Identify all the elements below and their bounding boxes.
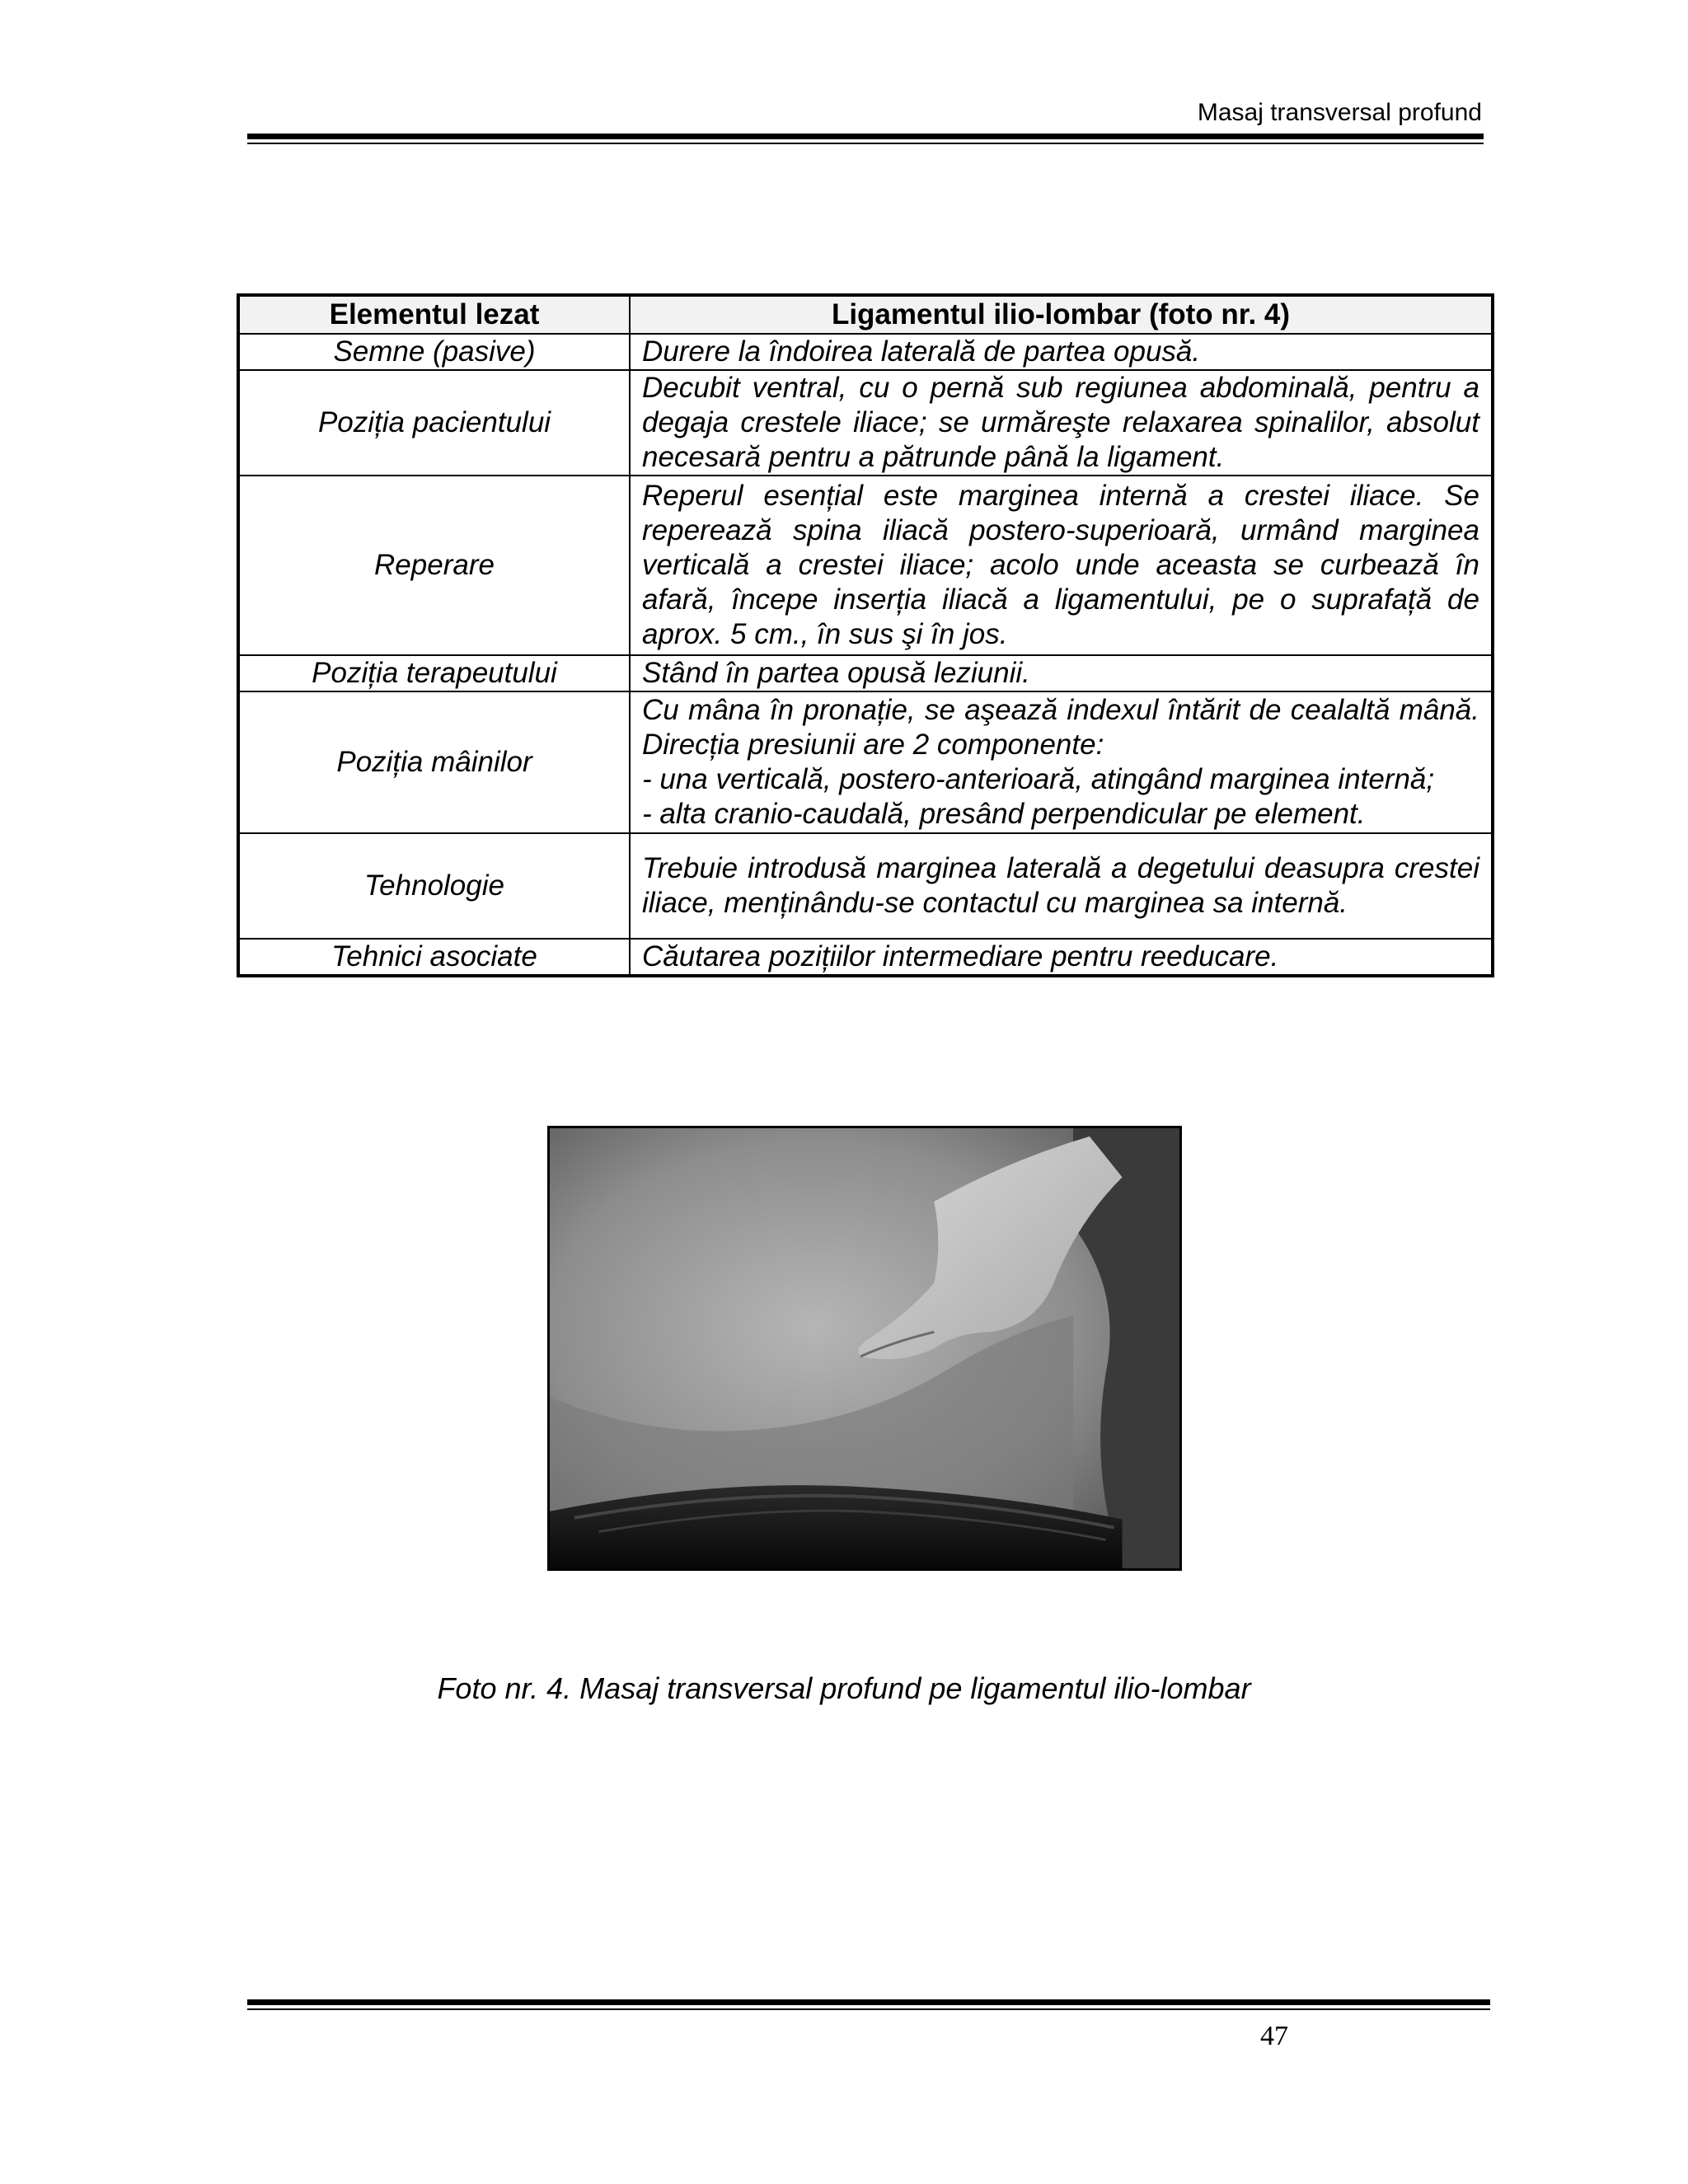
row-content-line: - alta cranio-caudală, presând perpendicular pe element. <box>642 798 1366 830</box>
photo-caption: Foto nr. 4. Masaj transversal profund pe ligamentul ilio-lombar <box>437 1671 1251 1705</box>
massage-photo <box>547 1126 1182 1571</box>
row-content-line: - una verticală, postero-anterioară, atingând marginea internă; <box>642 763 1435 795</box>
running-header: Masaj transversal profund <box>1197 99 1482 126</box>
header-rule-thick <box>247 134 1484 139</box>
row-content <box>630 655 1493 691</box>
massage-photo-illustration <box>550 1128 1179 1568</box>
row-content <box>630 370 1493 476</box>
row-label: Reperare <box>238 476 630 655</box>
ligament-info-table <box>237 293 1494 977</box>
table-row <box>238 476 1493 655</box>
row-content <box>630 334 1493 370</box>
row-content <box>630 833 1493 939</box>
table-row <box>238 691 1493 833</box>
row-content <box>630 691 1493 833</box>
footer-rule-thick <box>247 1999 1490 2005</box>
header-rule-thin <box>247 143 1484 144</box>
page-number: 47 <box>1260 2021 1288 2051</box>
row-label: Semne (pasive) <box>238 334 630 370</box>
table-row <box>238 334 1493 370</box>
row-content-line: Trebuie introdusă marginea laterală a degetului deasupra crestei iliace, menținându-se contactul cu marginea sa internă. <box>642 852 1479 919</box>
table-row <box>238 655 1493 691</box>
table-header-row <box>238 295 1493 334</box>
row-content-line: Stând în partea opusă leziunii. <box>642 657 1030 689</box>
row-label: Tehnologie <box>238 833 630 939</box>
table-header-ligament: Ligamentul ilio-lombar (foto nr. 4) <box>630 295 1493 334</box>
row-content-line: Durere la îndoirea laterală de partea opusă. <box>642 335 1201 368</box>
table-row <box>238 370 1493 476</box>
table-row <box>238 833 1493 939</box>
row-content-line: Decubit ventral, cu o pernă sub regiunea abdominală, pentru a degaja crestele iliace; se urmăreşte relaxarea spinalilor, absolut necesară pentru a pătrunde până la ligament. <box>642 372 1479 473</box>
table-header-element: Elementul lezat <box>238 295 630 334</box>
footer-rule-thin <box>247 2008 1490 2010</box>
row-content <box>630 939 1493 976</box>
row-label: Poziția mâinilor <box>238 691 630 833</box>
row-label: Poziția terapeutului <box>238 655 630 691</box>
row-content-line: Căutarea pozițiilor intermediare pentru reeducare. <box>642 940 1279 972</box>
row-label: Tehnici asociate <box>238 939 630 976</box>
row-content <box>630 476 1493 655</box>
table-row <box>238 939 1493 976</box>
row-content-line: Cu mâna în pronație, se aşează indexul întărit de cealaltă mână. Direcția presiunii are 2 componente: <box>642 694 1479 761</box>
row-content-line: Reperul esențial este marginea internă a crestei iliace. Se reperează spina iliacă postero-superioară, urmând marginea verticală a crestei iliace; acolo unde aceasta se curbează în afară, începe inserția iliacă a ligamentului, pe o suprafață de aprox. 5 cm., în sus şi în jos. <box>642 480 1479 650</box>
row-label: Poziția pacientului <box>238 370 630 476</box>
